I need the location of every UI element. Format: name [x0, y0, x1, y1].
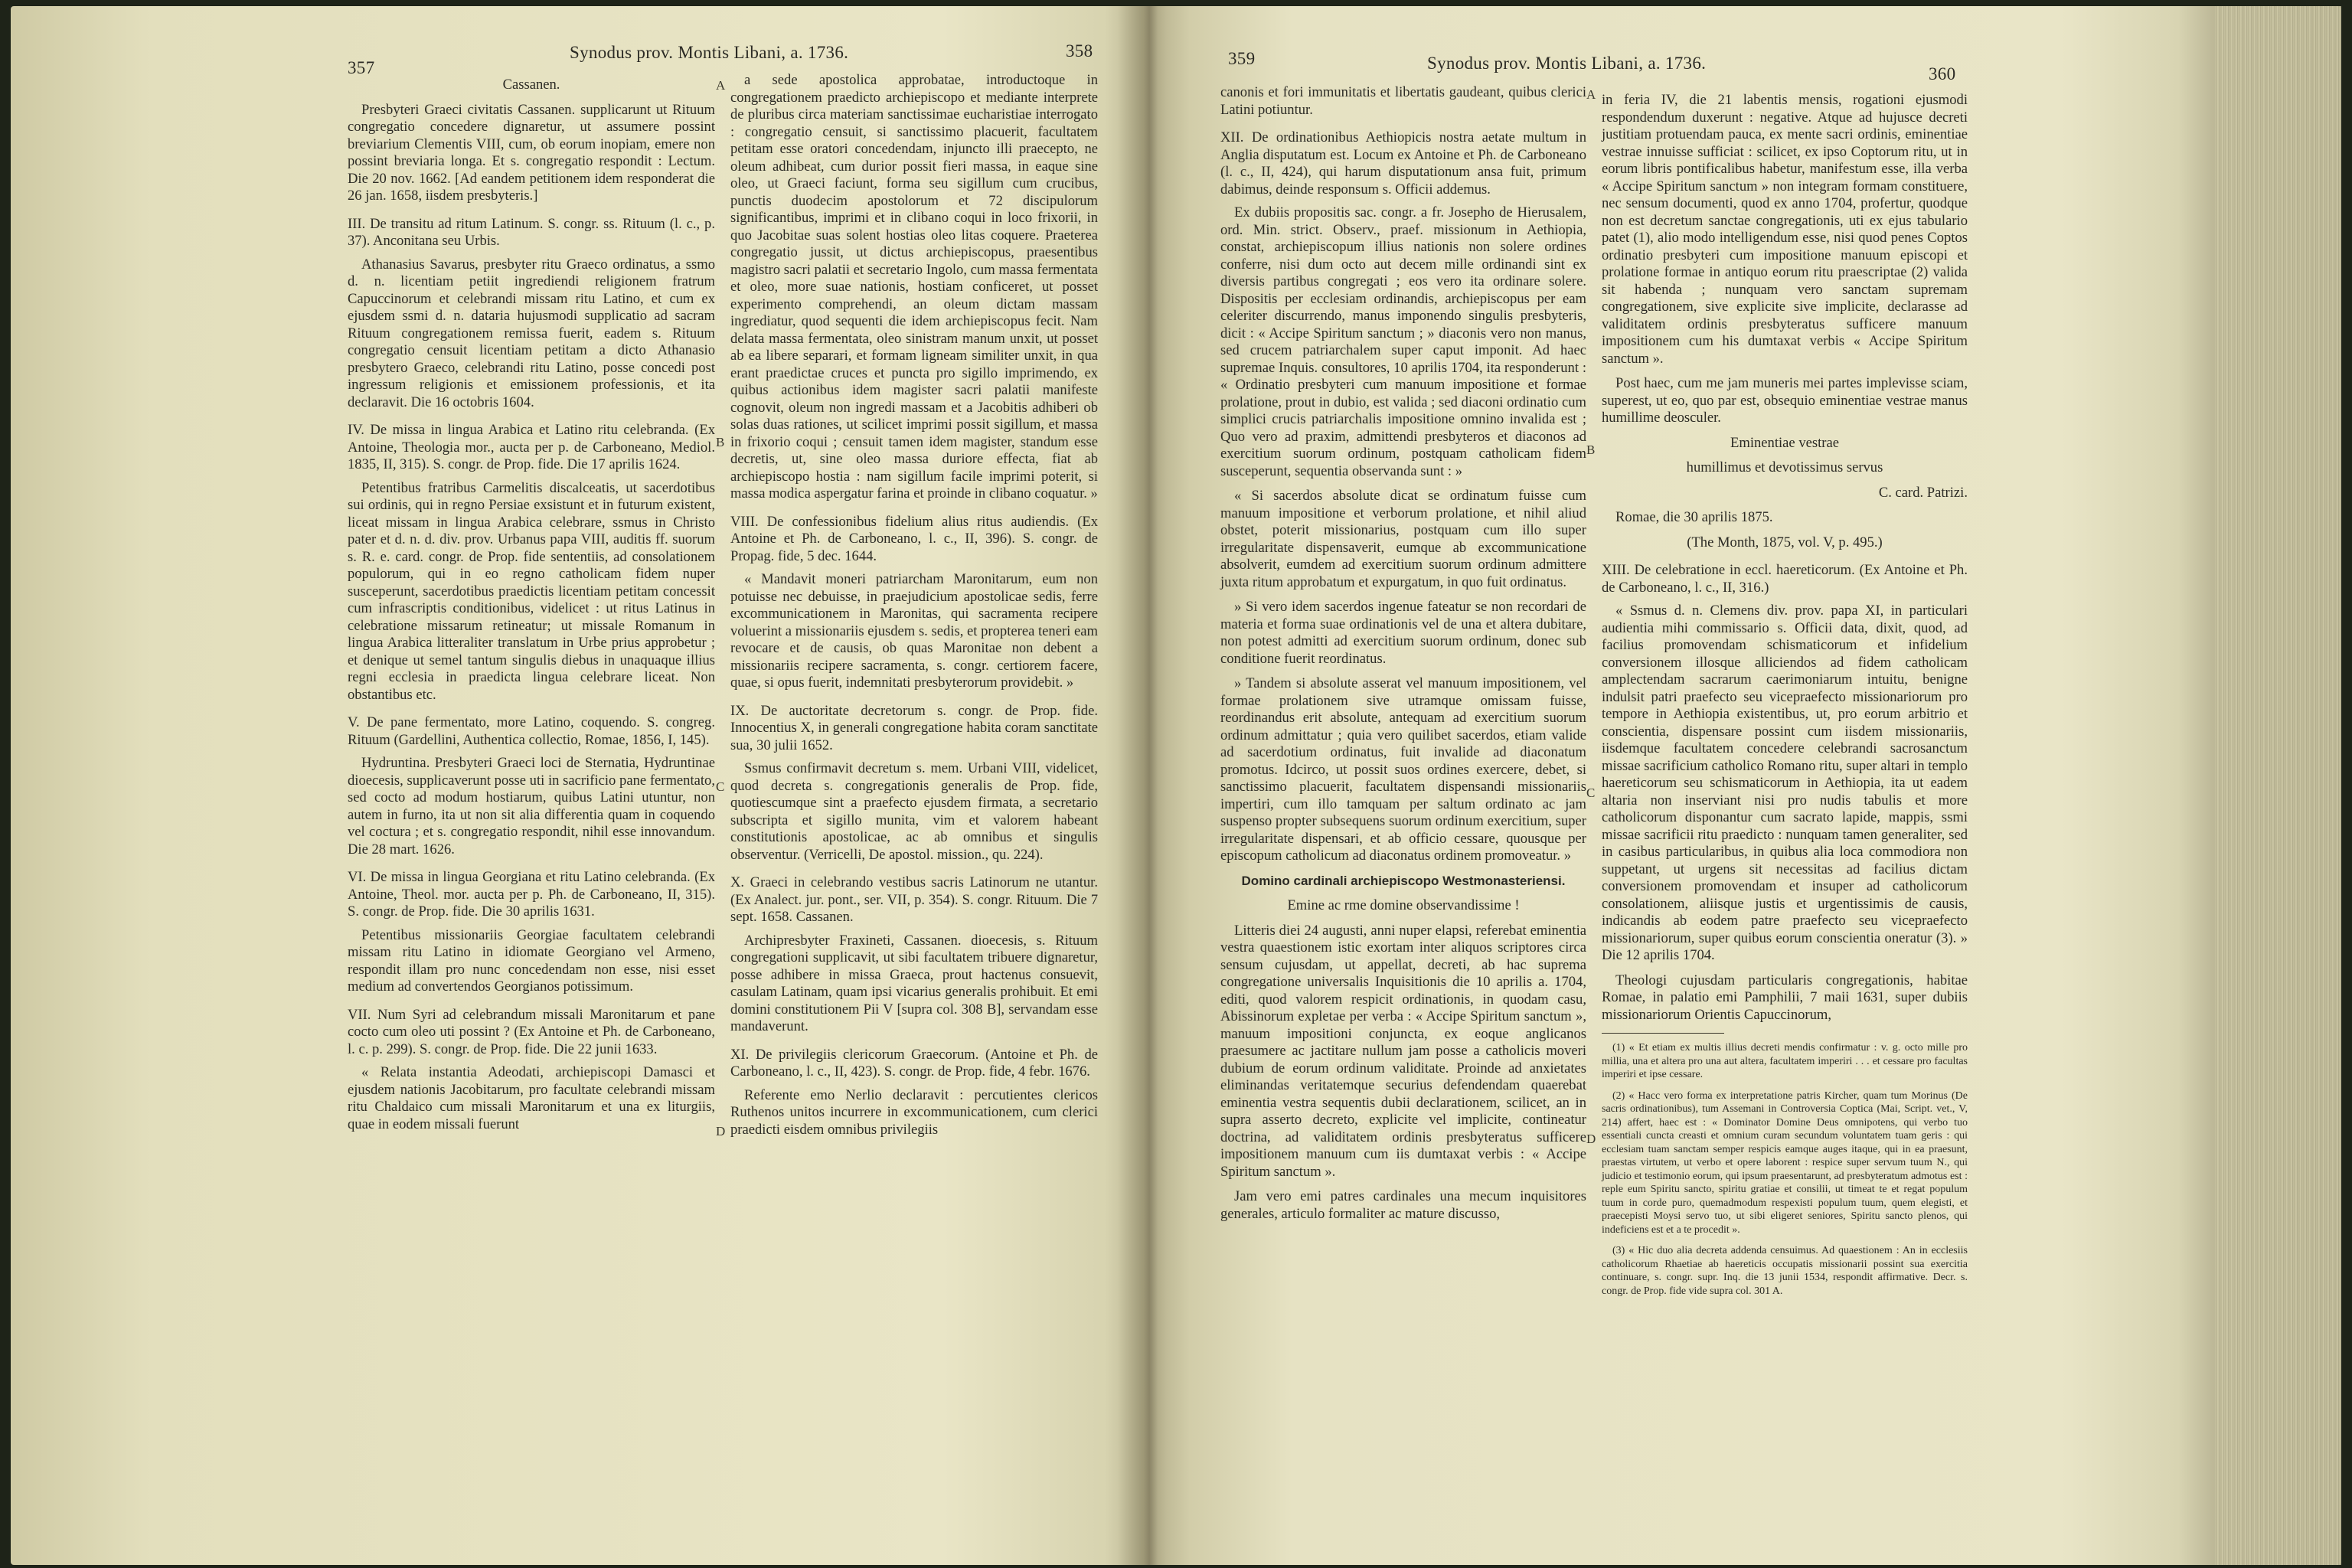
paragraph: Litteris diei 24 augusti, anni nuper elapsi, referebat eminentia vestra quaestionem istic exortam inter aliquos scriptores circa sensum cujusdam, ut appellat, decreti, ab hac suprema congregatione universalis Inquisitionis die 10 aprilis a. 1704, editi, quod valorem respicit ordinationis, in quodam casu, Abissinorum expletae per verba : « Accipe Spiritum sanctum », manuum impositioni conjuncta, ex eoque anglicanos praesumere ac jactitare nullum jam posse a catholicis moveri dubium de eorum ordinum validitate. Proinde ad anxietates eliminandas veritatemque securius defendendam quaerebat eminentia vestra sequentis dubii declarationem, scilicet, an in supra asserto decreto, explicite vel implicite, contineatur doctrina, ad validitatem ordinis presbyteratus sufficere impositionem manuum cum iis dumtaxat verbis : « Accipe Spiritum sanctum ».: [1220, 922, 1586, 1180]
right-page: [1144, 6, 2246, 1565]
paragraph: Presbyteri Graeci civitatis Cassanen. supplicarunt ut Rituum congregatio concedere dignaretur, ut assumere possint breviarium Clementis VIII, cum, ob eorum inopiam, emere non possint breviaria longa. Et s. congregatio respondit : Lectum. Die 20 nov. 1662. [Ad eandem petitionem idem responderat die 26 jan. 1658, iisdem presbyteris.]: [348, 101, 715, 204]
book-spread: [11, 6, 2341, 1565]
margin-letter-a: A: [716, 78, 726, 93]
centered-line: Emine ac rme domine observandissime !: [1287, 897, 1520, 913]
paragraph: Archipresbyter Fraxineti, Cassanen. dioecesis, s. Rituum congregationi supplicavit, ut sibi facultatem tribuere dignaretur, posse adhibere in missa Graeca, prout hactenus consuevit, casulam Latinam, quam ipsi vicarius generalis prohibuit. Et emi domini constitutionem Pii V [supra col. 308 B], servandam esse mandaverunt.: [730, 932, 1098, 1034]
right-page-column-2: [1602, 92, 1968, 1305]
paragraph: Petentibus fratribus Carmelitis discalceatis, ut sacerdotibus sui ordinis, qui in regno Persiae exsistunt et in futurum existent, liceat missam in lingua Arabica celebrare, ssmus in Christo pater et d. n. d. div. prov. Urbanus papa VIII, auditis ff. suorum s. R. e. card. congr. de Prop. fide sententiis, ad consolationem populorum, qui in eo regno catholicam fidem nuper susceperunt, sacerdotibus praedictis licentiam petitam concessit cum infrascriptis conditionibus, videlicet : ut ritus Latinus in celebratione missarum retineatur; ut missale Romanum in lingua Arabica litteraliter translatum in Urbe prius approbetur ; et denique ut semel tantum singulis diebus in unaquaque illius regni ecclesia in praedicta lingua celebrare liceat. Non obstantibus etc.: [348, 479, 715, 703]
footnote-rule: [1602, 1033, 1724, 1034]
paragraph: in feria IV, die 21 labentis mensis, rogationi ejusmodi respondendum duxerunt : negative. Atque ad hujusce decreti justitiam protuendam pauca, ex mente sacri ordinis, eminentiae vestrae innuisse sufficiat : scilicet, ex ipso Coptorum ritu, ut in eorum libris pontificalibus habetur, manifestum esse, illa verba « Accipe Spiritum sanctum » non integram formam constituere, nec sensum documenti, quod ex anno 1704, profertur, quodque non est decretum sanctae congregationis, uti ex ejus tabulario patet (1), alio modo intelligendum esse, nisi quod penes Coptos ordinatio presbyteri cum impositione manuum episcopi et prolatione formae in antiquo eorum ritu praescriptae (2) valida sit habenda ; nunquam vero sanctam supremam congregationem, sive explicite sive implicite, declarasse ad validitatem ordinis presbyteratus sufficere manuum impositionem cum his dumtaxat verbis « Accipe Spiritum sanctum ».: [1602, 92, 1968, 367]
paragraph: Jam vero emi patres cardinales una mecum inquisitores generales, articulo formaliter ac mature discusso,: [1220, 1188, 1586, 1222]
section-heading: XIII. De celebratione in eccl. haereticorum. (Ex Antoine et Ph. de Carboneano, l. c., II, 316.): [1602, 562, 1968, 596]
paragraph: » Si vero idem sacerdos ingenue fateatur se non recordari de materia et forma suae ordinationis vel de una et altera dubitare, non potest admitti ad exercitium suorum ordinum, donec sub conditione fuerit reordinatus.: [1220, 599, 1586, 667]
section-heading: VI. De missa in lingua Georgiana et ritu Latino celebranda. (Ex Antoine, Theol. mor. aucta per p. Ph. de Carboneano, II, 315). S. congr. de Prop. fide. Die 30 aprilis 1631.: [348, 869, 715, 920]
signature-line: C. card. Patrizi.: [1878, 484, 1968, 501]
paragraph: Ex dubiis propositis sac. congr. a fr. Josepho de Hierusalem, ord. Min. strict. Observ., praef. missionum in Aethiopia, constat, archiepiscopum illius nationis non solere ordines conferre, nisi dum octo aut decem mille ordinandi sint ex diversis partibus congregati ; eos vero ita ordinare solere. Dispositis per ecclesiam ordinandis, archiepiscopus per eam celeriter discurrendo, manus imponendo singulis presbyteris, dicit : « Accipe Spiritum sanctum ; » diaconis vero non manus, sed crucem patriarchalem super caput imponit. Ad haec supremae Inquis. consultores, 10 aprilis 1704, ita responderunt : « Ordinatio presbyteri cum manuum impositione et formae prolatione, prout in dubio, est valida ; sed diaconi ordinatio cum simplici crucis patriarchalis impositione omnino invalida est ; Quo vero ad praxim, admittendi presbyteros et diaconos ad exercitium suorum ordinum, postquam catholicam fidem susceperunt, sequentia observanda sunt : »: [1220, 204, 1586, 479]
paragraph: Ssmus confirmavit decretum s. mem. Urbani VIII, videlicet, quod decreta s. congregationis generalis de Prop. fide, quotiescumque sint a praefecto ejusdem firmata, a secretario subscripta et sigillo munita, vim et valorem habeant constitutionis apostolicae, ac ab omnibus et singulis observentur. (Verricelli, De apostol. mission., qu. 224).: [730, 760, 1098, 863]
section-heading: V. De pane fermentato, more Latino, coquendo. S. congreg. Rituum (Gardellini, Authentica collectio, Romae, 1856, I, 145).: [348, 714, 715, 748]
section-heading: III. De transitu ad ritum Latinum. S. congr. ss. Rituum (l. c., p. 37). Anconitana seu Urbis.: [348, 215, 715, 249]
left-page: [11, 6, 1144, 1565]
paragraph: « Relata instantia Adeodati, archiepiscopi Damasci et ejusdem nationis Jacobitarum, pro facultate celebrandi missam ritu Chaldaico cum missali Maronitarum et una ex liturgiis, quae in eodem missali fuerunt: [348, 1064, 715, 1132]
section-heading: XI. De privilegiis clericorum Graecorum. (Antoine et Ph. de Carboneano, l. c., II, 423). S. congr. de Prop. fide, 4 febr. 1676.: [730, 1046, 1098, 1080]
section-heading: VII. Num Syri ad celebrandum missali Maronitarum et pane cocto cum oleo uti possint ? (Ex Antoine et Ph. de Carboneano, l. c. p. 299). S. congr. de Prop. fide. Die 22 junii 1633.: [348, 1006, 715, 1057]
section-heading: VIII. De confessionibus fidelium alius ritus audiendis. (Ex Antoine et Ph. de Carboneano, l. c., II, 396). S. congr. de Propag. fide, 5 dec. 1644.: [730, 513, 1098, 564]
footnote: (2) « Hacc vero forma ex interpretatione patris Kircher, quam tum Morinus (De sacris ordinationibus), tum Assemani in Controversia Coptica (Mai, Script. vet., V, 214) affert, haec est : « Dominator Domine Deus omnipotens, qui verbo tuo essentiali cuncta creasti et omnium curam secundum voluntatem tuam geris : qui ecclesiam tuam sanctam semper respicis eamque auges itaque, qui in ea praesunt, praestas virtutem, ut verbo et opere laborent : respice super servum tuum N., qui judicio et testimonio eorum, qui ipsum praesentarunt, ad presbyteratum admotus est : reple eum Spiritu sancto, spiritu gratiae et consilii, ut timeat te et regat populum tuum in corde puro, quemadmodum respexisti populum tuum, quem elegisti, et praecepisti Moysi servo tuo, ut sibi eligeret seniores, Spiritu sancto plenos, qui indeficiens est et a te procedit ».: [1602, 1089, 1968, 1236]
paragraph: « Si sacerdos absolute dicat se ordinatum fuisse cum manuum impositione et verborum prolatione, et nihil aliud obstet, poterit missionarius, postquam cum illo super irregularitate dispensaverit, eumque ab excommunicatione absolverit, eumdem ad exercitium suorum ordinum admittere juxta ritum approbatum et expurgatum, in quo fuit ordinatus.: [1220, 488, 1586, 590]
paragraph: Petentibus missionariis Georgiae facultatem celebrandi missam ritu Latino in idiomate Georgiano vel Armeno, respondit illam pro nunc concedendam non esse, nisi esset medium ad convertendos Georgianos potissimum.: [348, 926, 715, 995]
paragraph: a sede apostolica approbatae, introductoque in congregationem praedicto archiepiscopo et mediante interprete de pluribus circa materiam sanctissimae eucharistiae interrogato : congregatio censuit, si sanctissimo placuerit, facultatem petitam esse oratori concedendam, injuncto illi praecepto, ne oleum adhibeat, cum durior possit fieri massa, in eaque sine oleo, ut Graeci faciunt, forma seu sigillum cum crucibus, punctis duodecim apostolorum et 72 discipulorum significantibus, imprimi et in clibano coqui in loco frixorii, in quo Jacobitae suas solent hostias oleo litas coquere. Praeterea congregatio jussit, ut dictus archiepiscopus, praesentibus magistro sacri palatii et secretario Ingolo, cum massa fermentata et oleo, more suae nationis, hostiam conficeret, ut posset experimento comprehendi, an oleum dictam massam ingrediatur, quod sequenti die idem archiepiscopus fecit. Nam delata massa fermentata, oleo sinistram manum unxit, ut posset ab ea libere separari, et formam ligneam similiter unxit, in qua erant praedictae cruces et puncta pro sigillo imprimendo, ex quibus actionibus idem magister sacri palatii manifeste cognovit, oleum non ingredi massam et a Jacobitis adhiberi ob solas duas rationes, ut scilicet imprimi possit sigillum, et massa in frixorio coqui ; censuit tamen idem magister, standum esse decretis, ut, sine oleo massa duriore effecta, fiat ab archiepiscopo hostia : nam sigillum facile imprimi poterit, si massa modica aspergatur farina et proinde in clibano coquatur. »: [730, 72, 1098, 501]
margin-letter-d: D: [716, 1124, 726, 1138]
paragraph: Hydruntina. Presbyteri Graeci loci de Sternatia, Hydruntinae dioecesis, supplicaverunt posse uti in sacrificio pane fermentato, sed cocto ad modum hostiarum, quibus Latini utuntur, non autem in furno, ita ut non sit alia differentia quam in coquendo vel coctura ; et s. congregatio respondit, nihil esse innovandum. Die 28 mart. 1626.: [348, 755, 715, 858]
paragraph: Referente emo Nerlio declaravit : percutientes clericos Ruthenos unitos incurrere in excommunicationem, cum clerici praedicti eisdem omnibus privilegiis: [730, 1086, 1098, 1138]
footnote: (1) « Et etiam ex multis illius decreti mendis confirmatur : v. g. octo mille pro millia, una et altera pro una aut altera, facultatem imperiri . . . et cessare pro facultas imperiri et ipse cessare.: [1602, 1042, 1968, 1080]
margin-letter-b: B: [716, 435, 725, 449]
margin-letter-a: A: [1586, 87, 1596, 102]
left-page-column-2: [730, 72, 1098, 1146]
centered-line: Cassanen.: [502, 77, 560, 93]
paragraph: Romae, die 30 aprilis 1875.: [1615, 509, 1773, 525]
page-number-360: 360: [1929, 64, 1956, 83]
paragraph: Theologi cujusdam particularis congregationis, habitae Romae, in palatio emi Pamphilii, 7 maii 1631, super dubiis missionariorum Orientis Capuccinorum,: [1602, 972, 1968, 1023]
centered-line: Eminentiae vestrae: [1730, 434, 1839, 451]
paragraph: Athanasius Savarus, presbyter ritu Graeco ordinatus, a ssmo d. n. licentiam petiit ingrediendi religionem fratrum Capuccinorum et celebrandi missam ritu Latino, et cum ex ejusdem ssmi d. n. dataria hujusmodi supplicatio ad sacram Rituum congregationem remissa fuerit, eadem s. Rituum congregatio censuit licentiam petitam a dicto Athanasio presbytero Graeco, celebrandi ritu Latino, posse concedi post ingressum religionis et emissionem professionis, et ita declaravit. Die 16 octobris 1604.: [348, 256, 715, 410]
page-number-359: 359: [1228, 49, 1256, 68]
section-heading: XII. De ordinationibus Aethiopicis nostra aetate multum in Anglia disputatum est. Locum ex Antoine et Ph. de Carboneano (l. c., II, 424), qui harum disputationum ansa fuit, primum dabimus, deinde responsum s. Officii addemus.: [1220, 129, 1586, 198]
page-number-357: 357: [348, 58, 375, 77]
running-head-left: Synodus prov. Montis Libani, a. 1736.: [570, 43, 849, 62]
left-page-column-1: [348, 77, 715, 1141]
page-number-358: 358: [1066, 41, 1093, 60]
paragraph: « Mandavit moneri patriarcham Maronitarum, eum non potuisse nec debuisse, in praejudicium apostolicae sedis, ferre excommunicationem in Maronitas, qui sacramenta recipere voluerint a missionariis ejusdem s. sedis, et propterea teneri eam revocare et de causis, ob quas Maronitae non debent a missionariis recipere sacramenta, s. congr. certiorem facere, quae, si opus fuerit, indemnitati presbyterorum providebit. »: [730, 571, 1098, 691]
centered-line: (The Month, 1875, vol. V, p. 495.): [1687, 534, 1883, 550]
address-heading: Domino cardinali archiepiscopo Westmonasteriensi.: [1241, 873, 1566, 888]
margin-letter-b: B: [1586, 443, 1596, 457]
section-heading: IV. De missa in lingua Arabica et Latino ritu celebranda. (Ex Antoine, Theologia mor., aucta per p. de Carboneano, Mediol. 1835, II, 315). S. congr. de Prop. fide. Die 17 aprilis 1624.: [348, 422, 715, 472]
paragraph: Post haec, cum me jam muneris mei partes implevisse sciam, superest, ut eo, quo par est, obsequio eminentiae vestrae manus humillime deosculer.: [1602, 375, 1968, 426]
paragraph: canonis et fori immunitatis et libertatis gaudeant, quibus clerici Latini potiuntur.: [1220, 84, 1586, 118]
running-head-right: Synodus prov. Montis Libani, a. 1736.: [1427, 54, 1707, 73]
footnote: (3) « Hic duo alia decreta addenda censuimus. Ad quaestionem : An in ecclesiis catholicorum Rhaetiae ab haereticis occupatis missionarii possint sua exercitia continuare, s. congr. supr. Inq. die 13 junii 1534, respondit affirmative. Decr. s. congr. de Prop. fide vide supra col. 301 A.: [1602, 1245, 1968, 1297]
paragraph: « Ssmus d. n. Clemens div. prov. papa XI, in particulari audientia mihi commissario s. Officii data, dixit, quod, ad facilius promovendam schismaticorum et infidelium conversionem illosque alliciendos ad fidem catholicam amplectendam sacrarum caerimoniarum intuitu, benigne indulsit patri praefecto seu vicepraefecto missionariorum pro tempore in Aethiopia existentibus, ut, pro eorum arbitrio et conscientia, dispensare possint cum iisdem missionariis, iisdemque facultatem concedere celebrandi sacrosanctum missae sacrificium catholico Romano ritu, super altari in templo haereticorum seu schismaticorum in Aethiopia, ita ut eadem altaria non inserviant nisi pro nudis tabulis et more catholicorum disponantur cum sacrato lapide, mappis, ssmi missae sacrificii ritu praedicto : nunquam tamen generaliter, sed in casibus particularibus, in quibus alia loca commodiora non suppetant, ut urgens sit necessitas ad facilius dictam conversionem promovendam et insuper ad catholicorum consolationem, aliisque justis et urgentissimis de causis, indicandis ab eodem patre praefecto seu vicepraefecto missionariorum, super quibus eorum conscientia oneratur (3). » Die 12 aprilis 1704.: [1602, 603, 1968, 963]
margin-letter-c: C: [716, 779, 725, 794]
section-heading: IX. De auctoritate decretorum s. congr. de Prop. fide. Innocentius X, in generali congregatione habita coram sanctitate sua, 30 julii 1652.: [730, 702, 1098, 753]
section-heading: X. Graeci in celebrando vestibus sacris Latinorum ne utantur. (Ex Analect. jur. pont., ser. VII, p. 354). S. congr. Rituum. Die 7 sept. 1658. Cassanen.: [730, 874, 1098, 925]
paragraph: » Tandem si absolute asserat vel manuum impositionem, vel formae prolationem sive utramque omissam fuisse, reordinandus erit absolute, antequam ad exercitium suorum ordinum admittatur ; quia vero quilibet sacerdos, etiam valide ad sacerdotium ordinatus, fuit invalide ad diaconatum promotus. Idcirco, ut possit suos ordines exercere, debet, si sanctissimo placuerit, facultatem dispensandi missionariis impertiri, cum illo tamquam per saltum ordinato ac jam suspenso propter subsequens suorum ordinum exercitium, super irregularitate dispensari, et ab officio cessare, quousque per episcopum catholicum ad diaconatus ordinem promoveatur. »: [1220, 675, 1586, 864]
centered-line: humillimus et devotissimus servus: [1686, 459, 1883, 475]
right-page-column-1: [1220, 84, 1586, 1230]
margin-letter-d: D: [1586, 1132, 1596, 1146]
margin-letter-c: C: [1586, 786, 1596, 800]
